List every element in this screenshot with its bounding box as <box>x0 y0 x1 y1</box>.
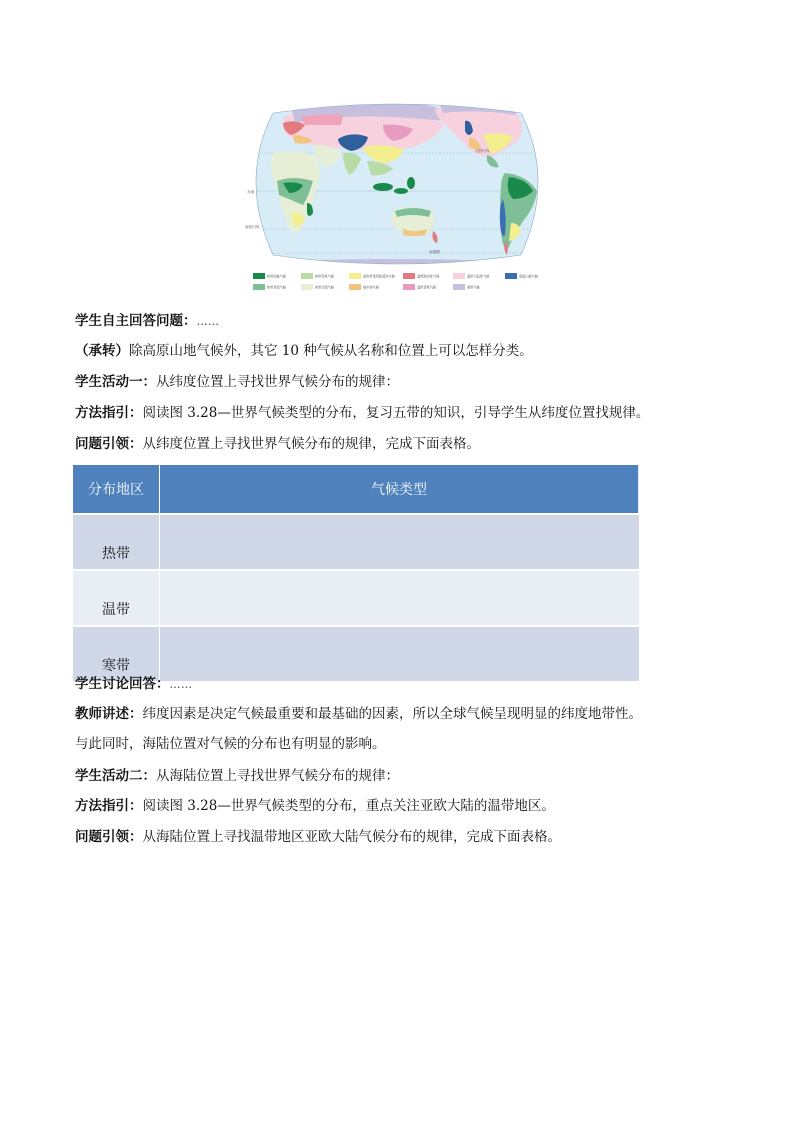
north-tropic-label: 北回归线 <box>475 149 490 153</box>
self-answer-label: 学生自主回答问题： <box>75 313 197 329</box>
legend-label: 热带草原气候 <box>267 285 287 290</box>
teacher-text-1: 纬度因素是决定气候最重要和最基础的因素，所以全球气候呈现明显的纬度地带性。 <box>142 706 642 722</box>
legend-swatch <box>453 284 465 290</box>
region-cell: 寒带 <box>73 626 160 681</box>
climate-cell[interactable] <box>160 570 639 626</box>
guide-one-line <box>75 434 734 454</box>
legend-swatch <box>253 284 265 290</box>
header-climate: 气候类型 <box>160 465 639 514</box>
legend-label: 高原山地气候 <box>519 274 539 279</box>
discussion-dots: …… <box>169 678 193 691</box>
legend-swatch <box>301 284 313 290</box>
transition-line <box>75 341 734 361</box>
climate-cell[interactable] <box>160 514 639 570</box>
self-answer-dots: …… <box>196 315 220 328</box>
method-two-text: 阅读图 3.28—世界气候类型的分布，重点关注亚欧大陆的温带地区。 <box>142 798 555 814</box>
region-cell: 热带 <box>73 514 160 570</box>
activity-two-text: 从海陆位置上寻找世界气候分布的规律： <box>156 768 399 784</box>
transition-label: （承转） <box>75 343 129 359</box>
activity-two-line <box>75 766 734 786</box>
legend-swatch <box>349 273 361 279</box>
legend-swatch <box>301 273 313 279</box>
legend-label: 温带大陆性气候 <box>467 274 490 279</box>
method-two-label: 方法指引： <box>75 798 143 814</box>
activity-one-line <box>75 372 734 392</box>
map-legend <box>253 273 539 290</box>
guide-two-text: 从海陆位置上寻找温带地区亚欧大陆气候分布的规律，完成下面表格。 <box>142 829 561 845</box>
south-tropic-label: 南回归线 <box>245 225 260 229</box>
discussion-label: 学生讨论回答： <box>75 676 170 692</box>
teacher-label: 教师讲述： <box>75 706 143 722</box>
self-answer-line <box>75 311 734 332</box>
region-cell: 温带 <box>73 570 160 626</box>
activity-one-text: 从纬度位置上寻找世界气候分布的规律： <box>156 374 399 390</box>
guide-two-label: 问题引领： <box>75 829 143 845</box>
legend-label: 热带雨林气候 <box>267 274 287 279</box>
table-header-row <box>73 465 639 514</box>
teacher-line-2 <box>75 734 734 754</box>
climate-zone-table <box>73 465 639 681</box>
legend-label: 地中海气候 <box>363 285 379 290</box>
method-two-line <box>75 796 734 816</box>
guide-one-label: 问题引领： <box>75 436 143 452</box>
teacher-line-1 <box>75 704 734 724</box>
table-row <box>73 570 639 626</box>
climate-cell[interactable] <box>160 626 639 681</box>
method-one-line <box>75 403 734 423</box>
method-one-text: 阅读图 3.28—世界气候类型的分布，复习五带的知识，引导学生从纬度位置找规律。 <box>142 405 650 421</box>
legend-label: 亚热带季风和湿润气候 <box>363 274 395 279</box>
climate-map-svg <box>243 95 551 295</box>
legend-swatch <box>403 273 415 279</box>
legend-swatch <box>253 273 265 279</box>
activity-two-label: 学生活动二： <box>75 768 156 784</box>
legend-swatch <box>403 284 415 290</box>
legend-label: 热带季风气候 <box>315 274 335 279</box>
header-region: 分布地区 <box>73 465 160 514</box>
legend-label: 温带海洋性气候 <box>417 274 440 279</box>
antarctica <box>243 259 551 275</box>
legend-swatch <box>505 273 517 279</box>
guide-one-text: 从纬度位置上寻找世界气候分布的规律，完成下面表格。 <box>142 436 480 452</box>
method-one-label: 方法指引： <box>75 405 143 421</box>
legend-label: 温带季风气候 <box>417 285 437 290</box>
activity-one-label: 学生活动一： <box>75 374 156 390</box>
table-row <box>73 514 639 570</box>
legend-swatch <box>349 284 361 290</box>
legend-swatch <box>453 273 465 279</box>
legend-label: 寒带气候 <box>467 285 480 290</box>
world-climate-map <box>243 95 551 295</box>
table-row <box>73 626 639 681</box>
legend-label: 热带沙漠气候 <box>315 285 335 290</box>
antarctic-circle-label: 南极圈 <box>429 250 440 254</box>
transition-text: 除高原山地气候外，其它 10 种气候从名称和位置上可以怎样分类。 <box>129 343 533 359</box>
discussion-line <box>75 674 734 695</box>
guide-two-line <box>75 827 734 847</box>
equator-label: 赤道 <box>247 190 255 194</box>
teacher-text-2: 与此同时，海陆位置对气候的分布也有明显的影响。 <box>75 736 386 752</box>
